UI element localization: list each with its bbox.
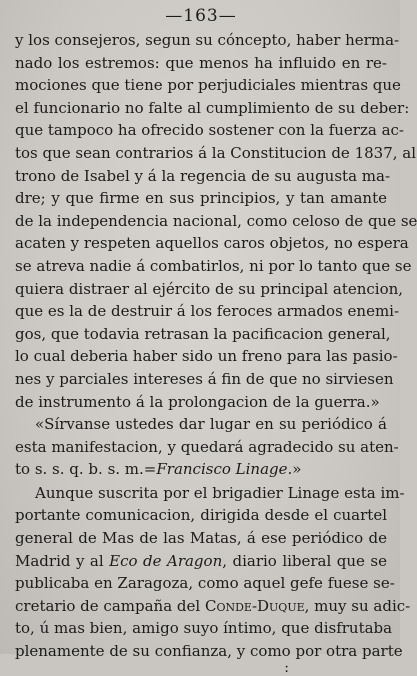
title-smallcaps: Conde-Duque [204,596,305,615]
closing-quote: » [292,460,302,479]
text-line: general de Mas de las Matas, á ese periódico de [15,529,387,548]
text-line: to, ú mas bien, amigo suyo íntimo, que disfrutaba [15,619,393,638]
text-line: tos que sean contrarios á la Constitucion de 1837, al [15,143,417,162]
text-line: plenamente de su confianza, y como por otra parte [15,642,403,661]
paragraph-sirvanse [15,413,399,481]
page-number: —163— [165,6,237,26]
text-line: gos, que todavia retrasan la pacificacion general, [15,324,391,343]
text-line: nes y parciales intereses á fin de que no sirviesen [15,369,394,388]
text-line: acaten y respeten aquellos caros objetos, no espera [15,234,409,253]
closing-formula: to s. s. q. b. s. m.= [15,460,157,479]
text-line [15,595,411,618]
text-line: mociones que tiene por perjudiciales mientras que [15,76,401,95]
text-fragment: , diario liberal que se [222,551,387,570]
newspaper-name: Eco de Aragon [109,551,223,570]
catchword: : [284,659,289,676]
text-line: que tampoco ha ofrecido sostener con la fuerza ac- [15,121,404,140]
text-line [15,550,387,573]
signature: Francisco Linage. [156,460,293,479]
text-line: «Sírvanse ustedes dar lugar en su periódico á [35,415,387,434]
text-line: nado los estremos: que menos ha influido en re- [15,53,387,72]
text-line: dre; y que firme en sus principios, y tan amante [15,189,387,208]
paragraph-consejeros [15,29,417,413]
text-line: esta manifestacion, y quedará agradecido su aten- [15,437,399,456]
text-fragment: cretario de campaña del [15,596,205,615]
text-line: Aunque suscrita por el brigadier Linage esta im- [35,483,405,502]
text-line: y los consejeros, segun su cóncepto, haber herma- [15,31,400,49]
text-line: se atreva nadie á combatirlos, ni por lo tanto que se [15,256,412,275]
text-line: trono de Isabel y á la regencia de su augusta ma- [15,166,391,185]
text-line: lo cual deberia haber sido un freno para las pasio- [15,347,398,366]
text-line: portante comunicacion, dirigida desde el cuartel [15,506,387,525]
text-line: publicaba en Zaragoza, como aquel gefe fuese se- [15,574,395,593]
text-line: que es la de destruir á los feroces armados enemi- [15,302,400,321]
paragraph-aunque [15,482,411,663]
text-line: el funcionario no falte al cumplimiento de su deber: [15,98,410,117]
text-fragment: , muy su adic- [304,596,411,615]
text-fragment: Madrid y al [15,551,110,570]
closing-line [15,458,387,481]
text-line: de instrumento á la prolongacion de la guerra.» [15,392,380,411]
text-line: quiera distraer al ejército de su principal atencion, [15,279,404,298]
text-line: de la independencia nacional, como celoso de que se [15,211,417,230]
